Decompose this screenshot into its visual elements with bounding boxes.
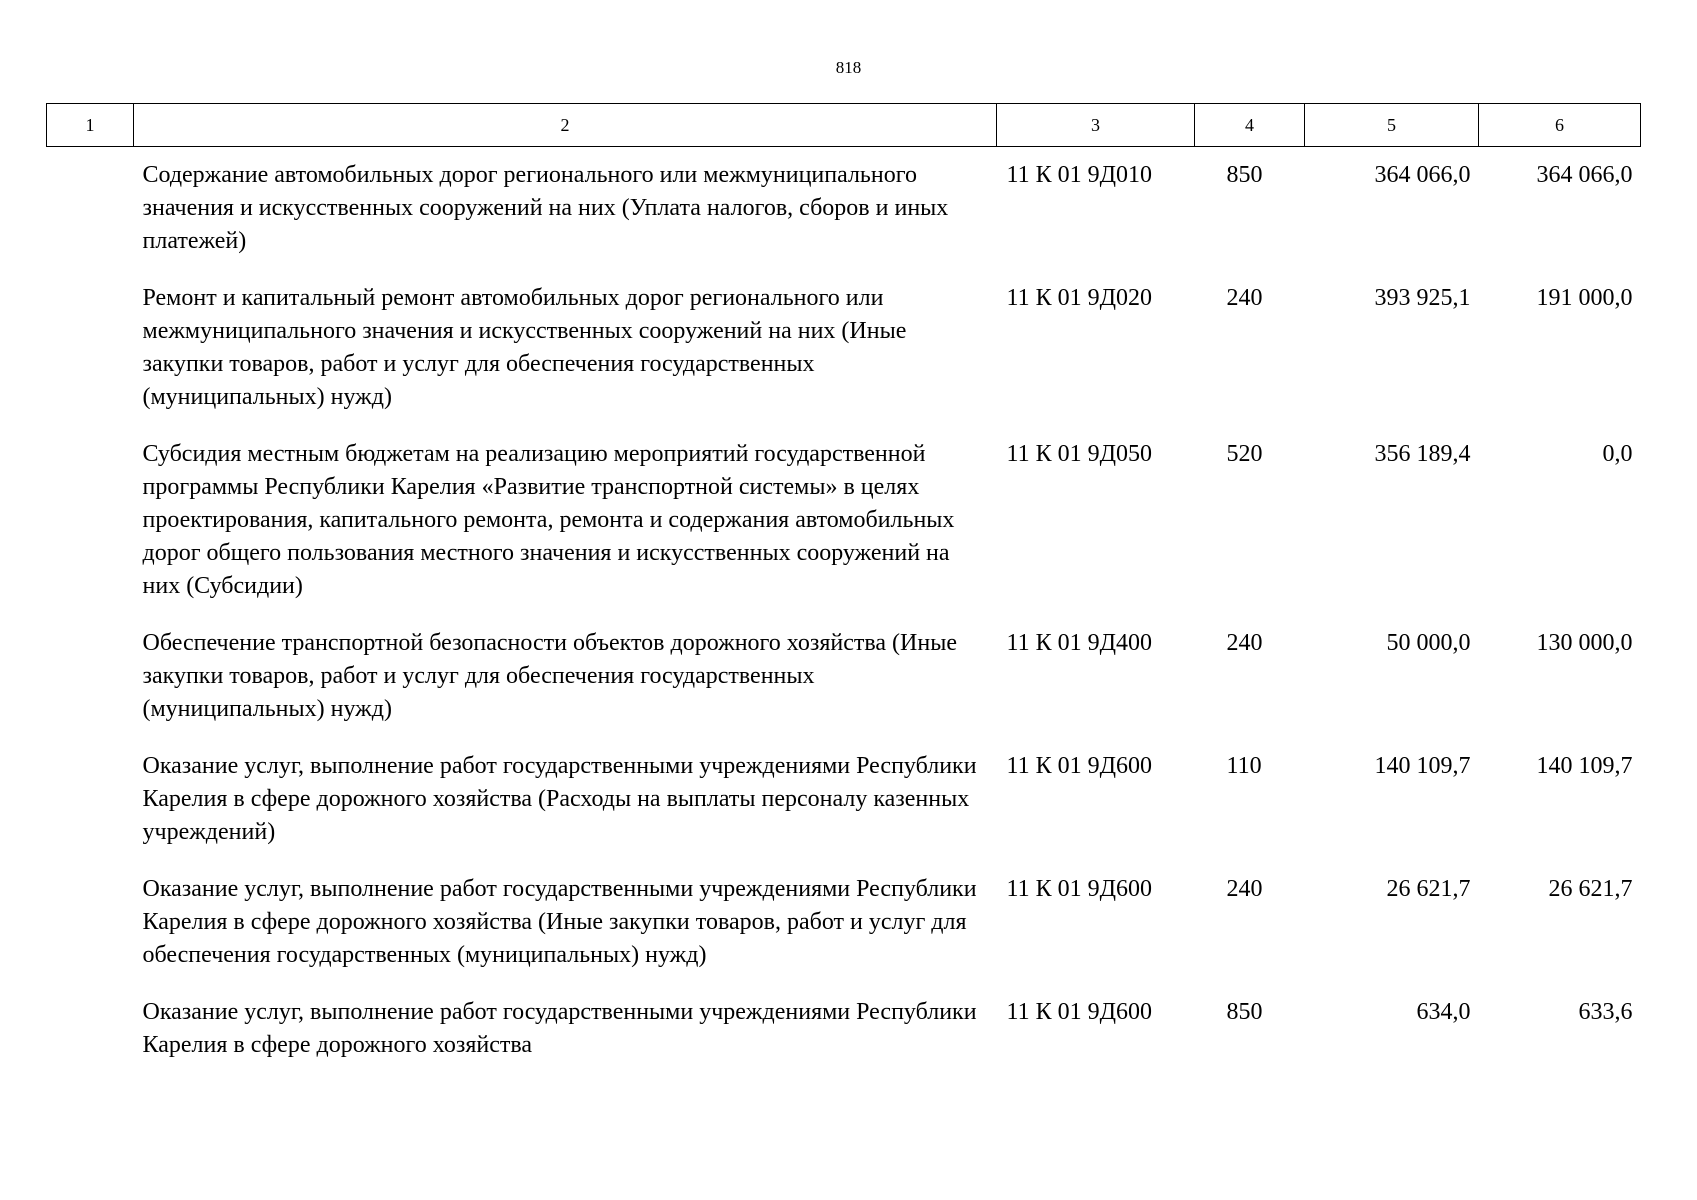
- amount-col5-cell: 634,0: [1416, 999, 1471, 1025]
- description-cell: Оказание услуг, выполнение работ государственными учреждениями Республики Карелия в сфере дорожного хозяйства (Иные закупки товаров, работ и услуг для обеспечения государственных (муниципальных) нужд): [142, 876, 977, 968]
- description-cell: Обеспечение транспортной безопасности объектов дорожного хозяйства (Иные закупки товаров, работ и услуг для обеспечения государственных (муниципальных) нужд): [142, 630, 957, 722]
- row-number-cell: [47, 426, 134, 615]
- expense-type-cell: 240: [1226, 630, 1263, 656]
- description-cell: Содержание автомобильных дорог регионального или межмуниципального значения и искусственных сооружений на них (Уплата налогов, сборов и иных платежей): [142, 162, 949, 254]
- program-code-cell: 11 К 01 9Д020: [1006, 285, 1152, 311]
- table-header-row: [47, 104, 1641, 147]
- row-number-cell: [47, 738, 134, 861]
- row-number-cell: [47, 861, 134, 984]
- row-number-cell: [47, 615, 134, 738]
- column-header-3: 3: [997, 104, 1195, 147]
- budget-table: [46, 103, 1641, 1074]
- amount-col6-cell: 140 109,7: [1536, 753, 1633, 779]
- row-number-cell: [47, 984, 134, 1074]
- expense-type-cell: 240: [1226, 876, 1263, 902]
- column-header-2: 2: [134, 104, 997, 147]
- row-number-cell: [47, 270, 134, 426]
- amount-col5-cell: 140 109,7: [1374, 753, 1471, 779]
- table-row: [47, 426, 1641, 615]
- program-code-cell: 11 К 01 9Д050: [1006, 441, 1152, 467]
- expense-type-cell: 850: [1226, 162, 1263, 188]
- program-code-cell: 11 К 01 9Д600: [1006, 876, 1152, 902]
- row-number-cell: [47, 147, 134, 271]
- expense-type-cell: 110: [1226, 753, 1262, 779]
- table-row: [47, 861, 1641, 984]
- expense-type-cell: 520: [1226, 441, 1263, 467]
- amount-col5-cell: 50 000,0: [1386, 630, 1471, 656]
- expense-type-cell: 240: [1226, 285, 1263, 311]
- amount-col6-cell: 130 000,0: [1536, 630, 1633, 656]
- page-number: 818: [835, 58, 862, 77]
- amount-col5-cell: 26 621,7: [1386, 876, 1471, 902]
- amount-col5-cell: 364 066,0: [1374, 162, 1471, 188]
- column-header-5: 5: [1305, 104, 1479, 147]
- amount-col6-cell: 26 621,7: [1548, 876, 1633, 902]
- description-cell: Оказание услуг, выполнение работ государственными учреждениями Республики Карелия в сфере дорожного хозяйства: [142, 999, 977, 1058]
- amount-col5-cell: 356 189,4: [1374, 441, 1471, 467]
- column-header-1: 1: [47, 104, 134, 147]
- expense-type-cell: 850: [1226, 999, 1263, 1025]
- program-code-cell: 11 К 01 9Д010: [1006, 162, 1152, 188]
- column-header-6: 6: [1479, 104, 1641, 147]
- table-row: [47, 984, 1641, 1074]
- table-row: [47, 147, 1641, 271]
- column-header-4: 4: [1195, 104, 1305, 147]
- program-code-cell: 11 К 01 9Д600: [1006, 999, 1152, 1025]
- program-code-cell: 11 К 01 9Д400: [1006, 630, 1152, 656]
- description-cell: Субсидия местным бюджетам на реализацию мероприятий государственной программы Республики Карелия «Развитие транспортной системы» в целях проектирования, капитального ремонта, ремонта и содержания автомобильных дорог общего пользования местного значения и искусственных сооружений на них (Субсидии): [142, 441, 955, 599]
- table-row: [47, 615, 1641, 738]
- amount-col6-cell: 0,0: [1602, 441, 1633, 467]
- amount-col5-cell: 393 925,1: [1374, 285, 1471, 311]
- amount-col6-cell: 364 066,0: [1536, 162, 1633, 188]
- description-cell: Оказание услуг, выполнение работ государственными учреждениями Республики Карелия в сфере дорожного хозяйства (Расходы на выплаты персоналу казенных учреждений): [142, 753, 977, 845]
- table-row: [47, 738, 1641, 861]
- amount-col6-cell: 633,6: [1578, 999, 1633, 1025]
- amount-col6-cell: 191 000,0: [1536, 285, 1633, 311]
- table-row: [47, 270, 1641, 426]
- program-code-cell: 11 К 01 9Д600: [1006, 753, 1152, 779]
- description-cell: Ремонт и капитальный ремонт автомобильных дорог регионального или межмуниципального значения и искусственных сооружений на них (Иные закупки товаров, работ и услуг для обеспечения государственных (муниципальных) нужд): [142, 285, 907, 410]
